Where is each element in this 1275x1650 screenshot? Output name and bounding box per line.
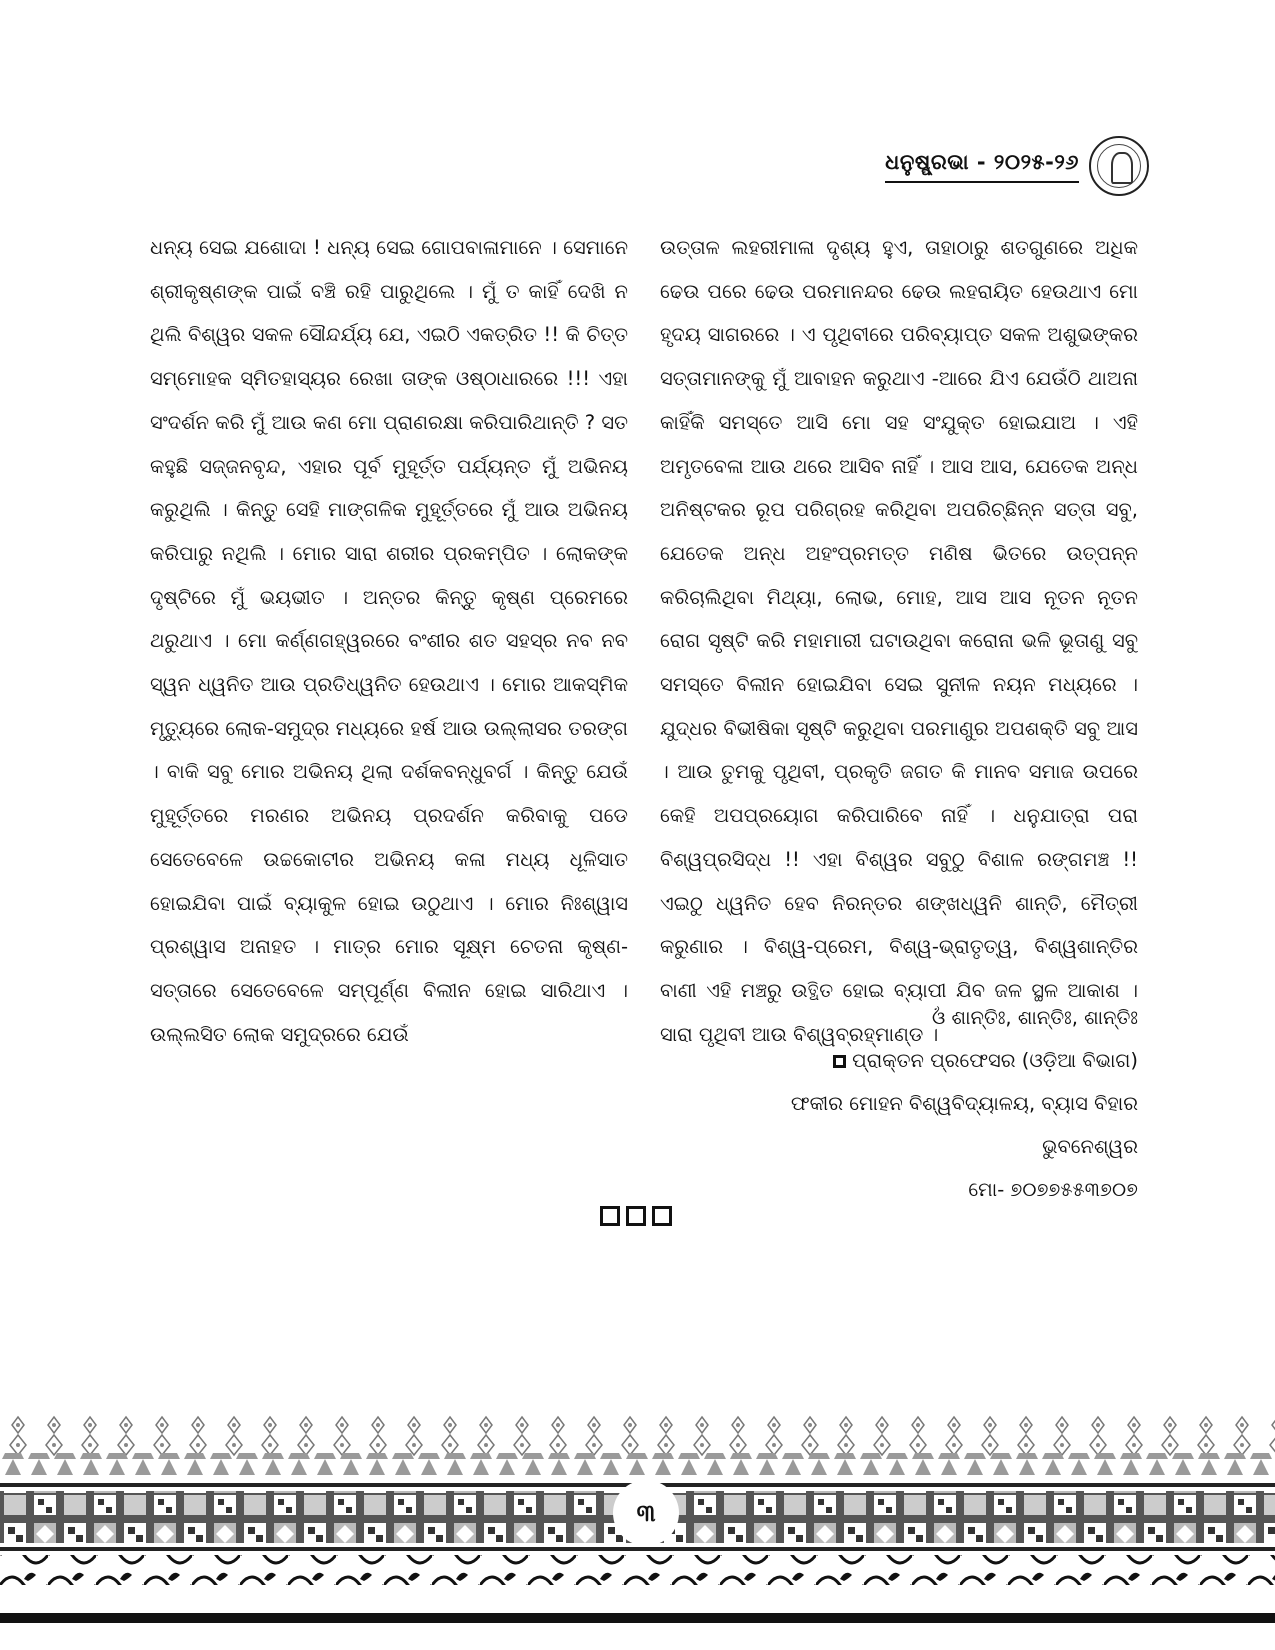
blessing-line: ଓଁ ଶାନ୍ତିଃ, ଶାନ୍ତିଃ, ଶାନ୍ତିଃ — [931, 1006, 1138, 1029]
article-paragraph-left: ଧନ୍ୟ ସେଇ ଯଶୋଦା ! ଧନ୍ୟ ସେଇ ଗୋପବାଳାମାନେ । ସେମାନେ ଶ୍ରୀକୃଷ୍ଣଙ୍କ ପାଇଁ ବଞ୍ଚି ରହି ପାରୁଥିଲେ । ମୁଁ ତ କାହିଁ ଦେଖି ନ ଥିଲି ବିଶ୍ୱର ସକଳ ସୌନ୍ଦର୍ଯ୍ୟ ଯେ, ଏଇଠି ଏକତ୍ରିତ !! କି ଚିତ୍ତ ସମ୍ମୋହକ ସ୍ମିତହାସ୍ୟର ରେଖା ତାଙ୍କ ଓଷ୍ଠାଧାରରେ !!! ଏହା ସଂଦର୍ଶନ କରି ମୁଁ ଆଉ କଣ ମୋ ପ୍ରାଣରକ୍ଷା କରିପାରିଥାନ୍ତି ? ସତ କହୁଛି ସଜ୍ଜନବୃନ୍ଦ, ଏହାର ପୂର୍ବ ମୁହୂର୍ତ୍ତ ପର୍ଯ୍ୟନ୍ତ ମୁଁ ଅଭିନୟ କରୁଥିଲି । କିନ୍ତୁ ସେହି ମାଙ୍ଗଳିକ ମୁହୂର୍ତ୍ତରେ ମୁଁ ଆଉ ଅଭିନୟ କରିପାରୁ ନଥିଲି । ମୋର ସାରା ଶରୀର ପ୍ରକମ୍ପିତ । ଲୋକଙ୍କ ଦୃଷ୍ଟିରେ ମୁଁ ଭୟଭୀତ । ଅନ୍ତର କିନ୍ତୁ କୃଷ୍ଣ ପ୍ରେମରେ ଥରୁଥାଏ । ମୋ କର୍ଣ୍ଣଗହ୍ୱରରେ ବଂଶୀର ଶତ ସହସ୍ର ନବ ନବ ସ୍ୱନ ଧ୍ୱନିତ ଆଉ ପ୍ରତିଧ୍ୱନିତ ହେଉଥାଏ । ମୋର ଆକସ୍ମିକ ମୃତ୍ୟୁରେ ଲୋକ-ସମୁଦ୍ର ମଧ୍ୟରେ ହର୍ଷ ଆଉ ଉଲ୍ଲାସର ତରଙ୍ଗ । ବାକି ସବୁ ମୋର ଅଭିନୟ ଥିଲା ଦର୍ଶକବନ୍ଧୁବର୍ଗ । କିନ୍ତୁ ଯେଉଁ ମୁହୂର୍ତ୍ତରେ ମରଣର ଅଭିନୟ ପ୍ରଦର୍ଶନ କରିବାକୁ ପଡେ ସେତେବେଳେ ଉଚ୍ଚକୋଟୀର ଅଭିନୟ କଳା ମଧ୍ୟ ଧୂଳିସାତ ହୋଇଯିବା ପାଇଁ ବ୍ୟାକୁଳ ହୋଇ ଉଠୁଥାଏ । ମୋର ନିଃଶ୍ୱାସ ପ୍ରଶ୍ୱାସ ଅନାହତ । ମାତ୍ର ମୋର ସୂକ୍ଷ୍ମ ଚେତନା କୃଷ୍ଣ-ସତ୍ତାରେ ସେତେବେଳେ ସମ୍ପୂର୍ଣ୍ଣ ବିଲୀନ ହୋଇ ସାରିଥାଏ । ଉଲ୍ଲସିତ ଲୋକ ସମୁଦ୍ରରେ ଯେଉଁ — [150, 236, 628, 1046]
city-line: ଭୁବନେଶ୍ୱର — [1042, 1135, 1138, 1158]
page-number: ୩ — [613, 1480, 679, 1546]
square-bullet-icon — [833, 1055, 846, 1068]
square-mark-icon — [600, 1206, 620, 1226]
designation-line — [791, 1039, 1138, 1082]
square-mark-icon — [626, 1206, 646, 1226]
institution-seal-icon — [1089, 136, 1149, 196]
end-of-article-marks — [600, 1206, 672, 1226]
phone-line: ମୋ- ୭୦୭୭୫୫୩୭୦୭ — [968, 1178, 1138, 1201]
university-line: ଫକୀର ମୋହନ ବିଶ୍ୱବିଦ୍ୟାଳୟ, ବ୍ୟାସ ବିହାର — [790, 1092, 1138, 1115]
article-right-column — [660, 226, 1138, 1056]
author-signoff — [791, 996, 1138, 1211]
article-left-column — [150, 226, 628, 1056]
article-paragraph-right: ଉତ୍ତାଳ ଲହରୀମାଳା ଦୃଶ୍ୟ ହୁଏ, ତାହାଠାରୁ ଶତଗୁଣରେ ଅଧିକ ଢେଉ ପରେ ଢେଉ ପରମାନନ୍ଦର ଢେଉ ଲହରାୟିତ ହେଉଥାଏ ମୋ ହୃଦୟ ସାଗରରେ । ଏ ପୃଥିବୀରେ ପରିବ୍ୟାପ୍ତ ସକଳ ଅଶୁଭଙ୍କର ସତ୍ତାମାନଙ୍କୁ ମୁଁ ଆବାହନ କରୁଥାଏ -ଆରେ ଯିଏ ଯେଉଁଠି ଥାଅନା କାହିଁକି ସମସ୍ତେ ଆସି ମୋ ସହ ସଂଯୁକ୍ତ ହୋଇଯାଅ । ଏହି ଅମୃତବେଳା ଆଉ ଥରେ ଆସିବ ନାହିଁ । ଆସ ଆସ, ଯେତେକ ଅନ୍ଧ ଅନିଷ୍ଟକର ରୂପ ପରିଗ୍ରହ କରିଥିବା ଅପରିଚ୍ଛିନ୍ନ ସତ୍ତା ସବୁ, ଯେତେକ ଅନ୍ଧ ଅହଂପ୍ରମତ୍ତ ମଣିଷ ଭିତରେ ଉତ୍ପନ୍ନ କରିଚାଲିଥିବା ମିଥ୍ୟା, ଲୋଭ, ମୋହ, ଆସ ଆସ ନୂତନ ନୂତନ ରୋଗ ସୃଷ୍ଟି କରି ମହାମାରୀ ଘଟାଉଥିବା କରୋନା ଭଳି ଭୂତାଣୁ ସବୁ ସମସ୍ତେ ବିଲୀନ ହୋଇଯିବା ସେଇ ସୁନୀଳ ନୟନ ମଧ୍ୟରେ । ଯୁଦ୍ଧର ବିଭୀଷିକା ସୃଷ୍ଟି କରୁଥିବା ପରମାଣୁର ଅପଶକ୍ତି ସବୁ ଆସ । ଆଉ ତୁମକୁ ପୃଥିବୀ, ପ୍ରକୃତି ଜଗତ କି ମାନବ ସମାଜ ଉପରେ କେହି ଅପପ୍ରୟୋଗ କରିପାରିବେ ନାହିଁ । ଧନୁଯାତ୍ରା ପରା ବିଶ୍ୱପ୍ରସିଦ୍ଧ !! ଏହା ବିଶ୍ୱର ସବୁଠୁ ବିଶାଳ ରଙ୍ଗମଞ୍ଚ !! ଏଇଠୁ ଧ୍ୱନିତ ହେବ ନିରନ୍ତର ଶଙ୍ଖଧ୍ୱନି ଶାନ୍ତି, ମୈତ୍ରୀ କରୁଣାର । ବିଶ୍ୱ-ପ୍ରେମ, ବିଶ୍ୱ-ଭ୍ରାତୃତ୍ୱ, ବିଶ୍ୱଶାନ୍ତିର ବାଣୀ ଏହି ମଞ୍ଚରୁ ଉତ୍ଥିତ ହୋଇ ବ୍ୟାପୀ ଯିବ ଜଳ ସ୍ଥଳ ଆକାଶ । ସାରା ପୃଥିବୀ ଆଉ ବିଶ୍ୱବ୍ରହ୍ମାଣ୍ଡ । — [660, 236, 1138, 1046]
square-mark-icon — [652, 1206, 672, 1226]
page-header — [885, 136, 1149, 196]
journal-title: ଧନୁଷ୍ପ୍ରଭା - ୨୦୨୫-୨୬ — [885, 150, 1079, 183]
designation-text: ପ୍ରାକ୍ତନ ପ୍ରଫେସର (ଓଡ଼ିଆ ବିଭାଗ) — [852, 1049, 1138, 1072]
